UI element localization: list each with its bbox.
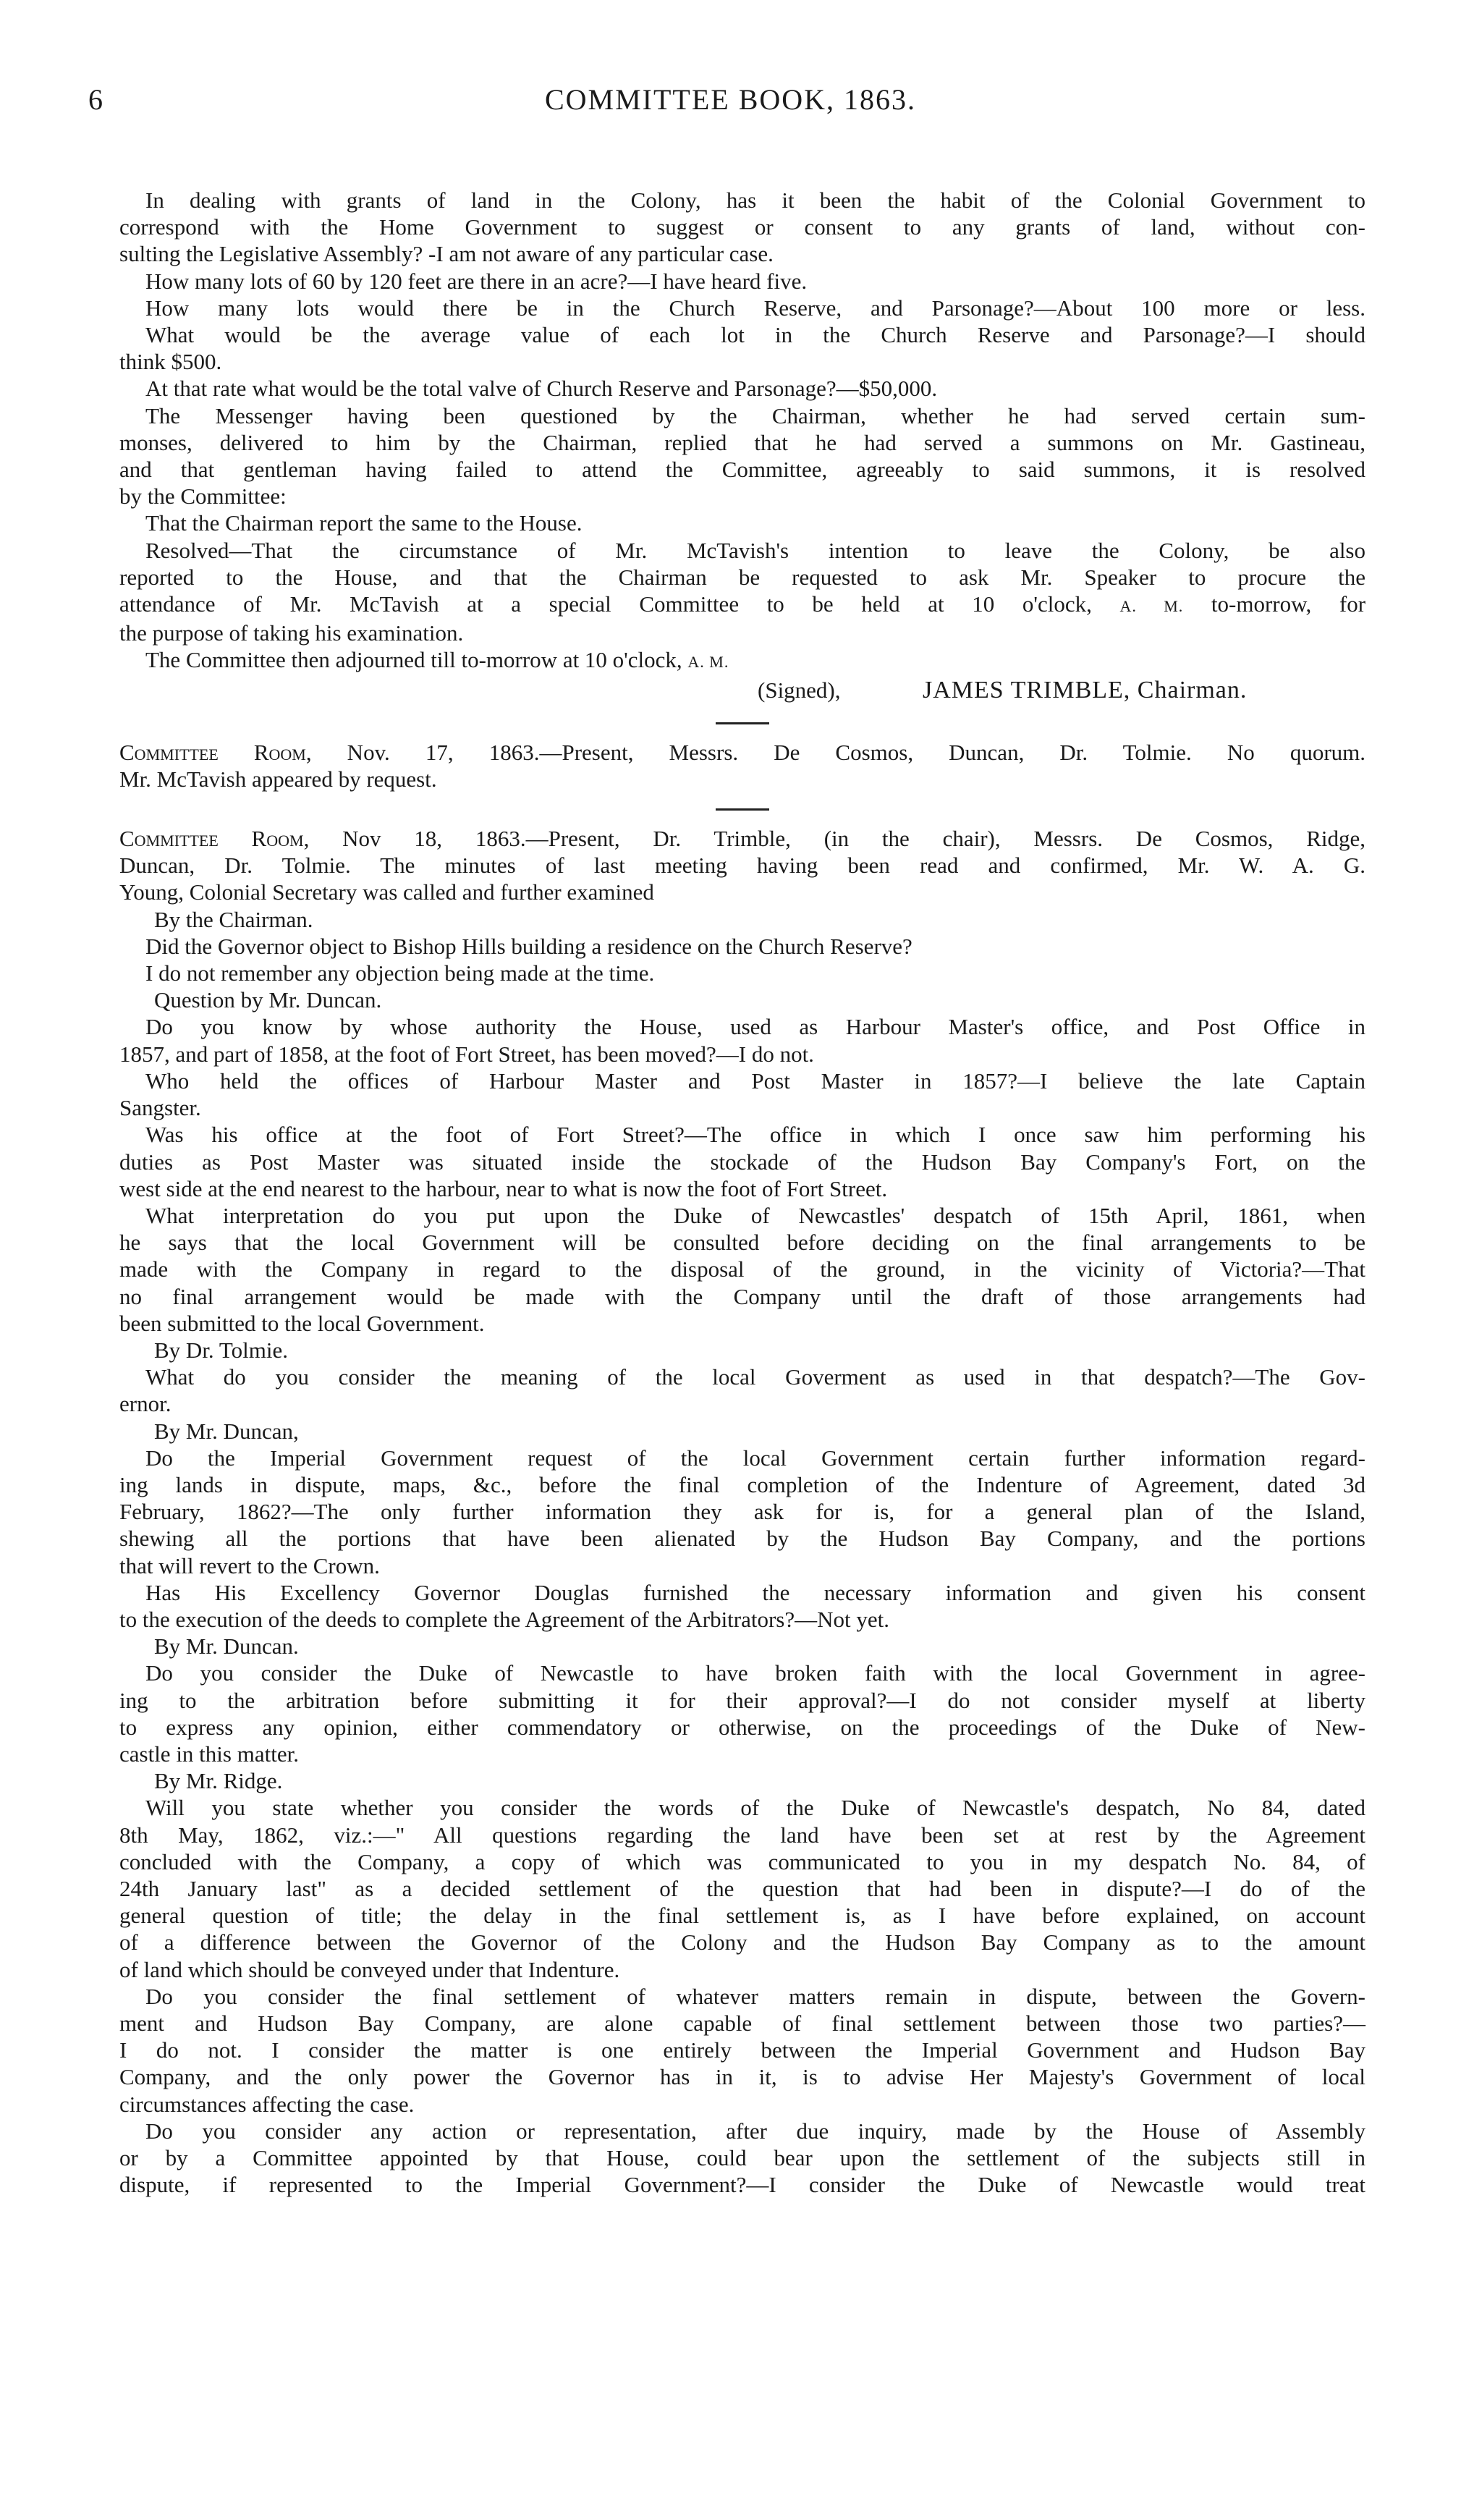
chairman-signature: JAMES TRIMBLE, Chairman.	[923, 676, 1248, 703]
text-line: By Mr. Duncan.	[154, 1633, 299, 1659]
section-divider	[716, 722, 769, 724]
minutes-section-2	[119, 739, 1365, 792]
text-line: duties as Post Master was situated inside the stockade of the Hudson Bay Company's Fort, on the	[119, 1149, 1365, 1175]
running-title: COMMITTEE BOOK, 1863.	[544, 83, 917, 116]
section-divider	[716, 808, 769, 811]
text-line: What do you consider the meaning of the local Goverment as used in that despatch?—The Gov-	[145, 1364, 1365, 1390]
text-line: Do you consider any action or representation, after due inquiry, made by the House of Assembly	[145, 2118, 1365, 2144]
text-line: to express any opinion, either commendatory or otherwise, on the proceedings of the Duke of New-	[119, 1714, 1365, 1740]
text-line: How many lots of 60 by 120 feet are there in an acre?—I have heard five.	[145, 268, 808, 294]
text-line: and that gentleman having failed to attend the Committee, agreeably to said summons, it is resolved	[119, 457, 1365, 483]
text-fragment: Nov. 17, 1863.—Present, Messrs. De Cosmos, Duncan, Dr. Tolmie. No quorum.	[311, 739, 1365, 765]
text-line: Who held the offices of Harbour Master and Post Master in 1857?—I believe the late Captain	[145, 1067, 1365, 1094]
text-line: no final arrangement would be made with the Company until the draft of those arrangements had	[119, 1283, 1365, 1309]
text-line: of land which should be conveyed under that Indenture.	[119, 1956, 620, 1982]
text-line: Do you consider the Duke of Newcastle to have broken faith with the local Government in agree-	[145, 1660, 1365, 1686]
text-line-with-small-caps	[119, 825, 1365, 852]
text-line: Do you consider the final settlement of whatever matters remain in dispute, between the Govern-	[145, 1983, 1365, 2009]
text-line: the purpose of taking his examination.	[119, 620, 464, 646]
text-line: Do you know by whose authority the House, used as Harbour Master's office, and Post Office in	[145, 1014, 1365, 1040]
text-line: Was his office at the foot of Fort Street?—The office in which I once saw him performing his	[145, 1122, 1365, 1148]
text-line: Did the Governor object to Bishop Hills building a residence on the Church Reserve?	[145, 933, 912, 959]
text-line: Has His Excellency Governor Douglas furnished the necessary information and given his consent	[145, 1579, 1365, 1605]
text-line: of a difference between the Governor of the Colony and the Hudson Bay Company as to the amount	[119, 1929, 1365, 1955]
text-fragment: to-morrow, for	[1183, 591, 1366, 617]
text-line: I do not remember any objection being made at the time.	[145, 960, 655, 986]
text-line: shewing all the portions that have been alienated by the Hudson Bay Company, and the portions	[119, 1526, 1365, 1552]
text-line: What interpretation do you put upon the Duke of Newcastles' despatch of 15th April, 1861, when	[145, 1202, 1365, 1228]
text-line: or by a Committee appointed by that House, could bear upon the settlement of the subjects still in	[119, 2145, 1365, 2171]
text-line: correspond with the Home Government to suggest or consent to any grants of land, without con-	[119, 214, 1365, 240]
text-line: The Messenger having been questioned by the Chairman, whether he had served certain sum-	[145, 402, 1365, 428]
text-line: that will revert to the Crown.	[119, 1552, 380, 1578]
text-line: I do not. I consider the matter is one entirely between the Imperial Government and Hudson Bay	[119, 2037, 1365, 2063]
text-line: monses, delivered to him by the Chairman, replied that he had served a summons on Mr. Gastineau,	[119, 429, 1365, 455]
signed-label: (Signed),	[758, 677, 841, 703]
am-abbreviation: A. M.	[1119, 597, 1184, 616]
committee-room-label: Committee Room,	[119, 739, 312, 765]
text-line: What would be the average value of each lot in the Church Reserve and Parsonage?—I should	[145, 322, 1365, 348]
text-line: Mr. McTavish appeared by request.	[119, 766, 437, 792]
text-line: ing to the arbitration before submitting it for their approval?—I do not consider myself at liberty	[119, 1687, 1365, 1713]
text-fragment: The Committee then adjourned till to-morrow at 10 o'clock,	[145, 647, 688, 673]
text-line: 1857, and part of 1858, at the foot of Fort Street, has been moved?—I do not.	[119, 1041, 814, 1067]
text-fragment: Nov 18, 1863.—Present, Dr. Trimble, (in the chair), Messrs. De Cosmos, Ridge,	[309, 826, 1366, 852]
minutes-section-3	[119, 825, 1365, 2198]
am-abbreviation: A. M.	[687, 653, 729, 672]
text-line: concluded with the Company, a copy of which was communicated to you in my despatch No. 84, of	[119, 1848, 1365, 1874]
text-line: 24th January last" as a decided settlement of the question that had been in dispute?—I do of the	[119, 1875, 1365, 1901]
text-line: west side at the end nearest to the harbour, near to what is now the foot of Fort Street.	[119, 1175, 888, 1201]
text-line: By the Chairman.	[154, 906, 313, 932]
text-line: Sangster.	[119, 1095, 201, 1121]
signature-line	[119, 676, 1365, 706]
text-line: By Mr. Duncan,	[154, 1418, 299, 1444]
text-line: castle in this matter.	[119, 1741, 299, 1767]
text-line-with-small-caps	[119, 646, 1365, 675]
text-line: ernor.	[119, 1391, 171, 1417]
text-line: That the Chairman report the same to the House.	[145, 510, 583, 536]
text-line: Resolved—That the circumstance of Mr. McTavish's intention to leave the Colony, be also	[145, 537, 1365, 563]
text-line: At that rate what would be the total valve of Church Reserve and Parsonage?—$50,000.	[145, 376, 938, 402]
text-line: Company, and the only power the Governor has in it, is to advise Her Majesty's Government of local	[119, 2064, 1365, 2090]
text-line: Do the Imperial Government request of the local Government certain further information regard-	[145, 1445, 1365, 1471]
committee-room-label: Committee Room,	[119, 826, 310, 852]
page-number: 6	[88, 83, 103, 116]
text-line: he says that the local Government will be consulted before deciding on the final arrangements to be	[119, 1230, 1365, 1256]
text-line: general question of title; the delay in the final settlement is, as I have before explained, on account	[119, 1903, 1365, 1929]
text-line: by the Committee:	[119, 483, 287, 510]
text-line: How many lots would there be in the Church Reserve, and Parsonage?—About 100 more or less.	[145, 295, 1365, 321]
text-line: Question by Mr. Duncan.	[154, 987, 382, 1013]
text-line: ment and Hudson Bay Company, are alone capable of final settlement between those two parties?—	[119, 2010, 1365, 2036]
text-fragment: attendance of Mr. McTavish at a special Committee to be held at 10 o'clock,	[119, 591, 1120, 617]
text-line: think $500.	[119, 349, 222, 375]
text-line: circumstances affecting the case.	[119, 2091, 415, 2117]
page-header	[0, 81, 1461, 124]
document-body	[119, 187, 1365, 2198]
text-line: ing lands in dispute, maps, &c., before the final completion of the Indenture of Agreement, dated 3d	[119, 1471, 1365, 1497]
minutes-section-1	[119, 187, 1365, 706]
text-line: Duncan, Dr. Tolmie. The minutes of last meeting having been read and confirmed, Mr. W. A. G.	[119, 853, 1365, 879]
text-line-with-small-caps	[119, 591, 1365, 620]
text-line: reported to the House, and that the Chairman be requested to ask Mr. Speaker to procure the	[119, 564, 1365, 590]
text-line: been submitted to the local Government.	[119, 1310, 485, 1336]
text-line: In dealing with grants of land in the Colony, has it been the habit of the Colonial Government to	[145, 187, 1365, 213]
text-line: dispute, if represented to the Imperial Government?—I consider the Duke of Newcastle would treat	[119, 2172, 1365, 2198]
text-line: February, 1862?—The only further information they ask for is, for a general plan of the Island,	[119, 1499, 1365, 1525]
text-line: By Dr. Tolmie.	[154, 1337, 288, 1363]
text-line: sulting the Legislative Assembly? -I am not aware of any particular case.	[119, 241, 774, 267]
text-line: Will you state whether you consider the words of the Duke of Newcastle's despatch, No 84, dated	[145, 1795, 1365, 1821]
text-line: to the execution of the deeds to complete the Agreement of the Arbitrators?—Not yet.	[119, 1606, 890, 1632]
text-line: By Mr. Ridge.	[154, 1768, 283, 1794]
text-line: 8th May, 1862, viz.:—" All questions regarding the land have been set at rest by the Agreement	[119, 1822, 1365, 1848]
text-line: made with the Company in regard to the disposal of the ground, in the vicinity of Victoria?—That	[119, 1256, 1365, 1282]
text-line: Young, Colonial Secretary was called and further examined	[119, 879, 654, 905]
text-line-with-small-caps	[119, 739, 1365, 766]
